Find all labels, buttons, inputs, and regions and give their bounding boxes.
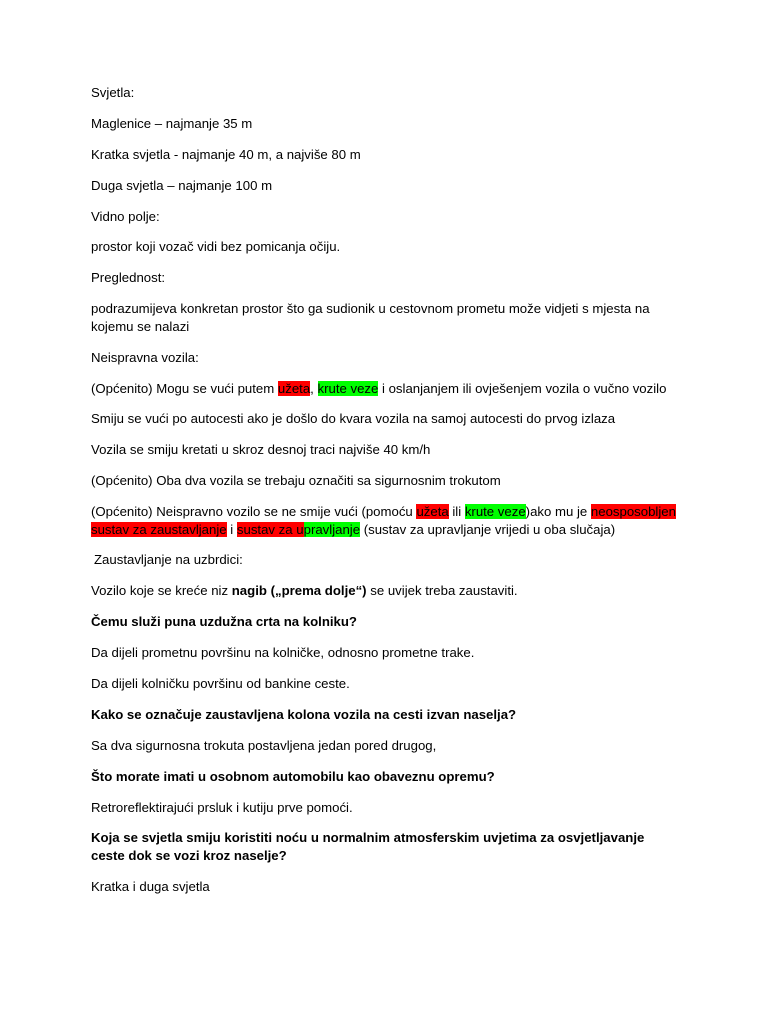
text-run: )ako mu je — [525, 504, 591, 520]
text-run: i oslanjanjem ili ovješenjem vozila o vučno vozilo — [378, 380, 667, 396]
paragraph-preglednost: podrazumijeva konkretan prostor što ga sudionik u cestovnom prometu može vidjeti s mjesta na kojemu se nalazi — [91, 301, 650, 334]
text-run: (Općenito) Neispravno vozilo se ne smije vući (pomoću — [91, 504, 417, 520]
answer-oprema: Retroreflektirajući prsluk i kutiju prve pomoći. — [91, 799, 353, 815]
answer-puna-crta-2: Da dijeli kolničku površinu od bankine ceste. — [91, 676, 350, 692]
bold-run: nagib („prema dolje“) — [231, 583, 367, 599]
heading-vidno-polje: Vidno polje: — [91, 208, 160, 224]
paragraph-brzina: Vozila se smiju kretati u skroz desnoj traci najviše 40 km/h — [91, 442, 431, 458]
answer-puna-crta-1: Da dijeli prometnu površinu na kolničke, odnosno prometne trake. — [91, 645, 475, 661]
highlight-red: neosposobljen sustav za zaustavljanje — [91, 504, 676, 537]
heading-preglednost: Preglednost: — [91, 270, 166, 286]
document-body — [91, 84, 681, 909]
text-run: ili — [448, 504, 465, 520]
paragraph-kratka-svjetla: Kratka svjetla - najmanje 40 m, a najviše 80 m — [91, 146, 361, 162]
question-puna-crta: Čemu služi puna uzdužna crta na kolniku? — [91, 614, 357, 630]
heading-zaustavljanje-uzbrdica: Zaustavljanje na uzbrdici: — [94, 552, 243, 568]
question-oprema: Što morate imati u osobnom automobilu kao obaveznu opremu? — [91, 768, 495, 784]
text-run: se uvijek treba zaustaviti. — [366, 583, 518, 599]
question-svjetla-naselje: Koja se svjetla smiju koristiti noću u normalnim atmosferskim uvjetima za osvjetljavanje ceste dok se vozi kroz naselje? — [91, 830, 645, 863]
paragraph-autocesta: Smiju se vući po autocesti ako je došlo do kvara vozila na samoj autocesti do prvog izlaza — [91, 411, 616, 427]
text-run: Vozilo koje se kreće niz — [91, 583, 232, 599]
highlight-green: krute veze — [317, 380, 379, 396]
heading-neispravna-vozila: Neispravna vozila: — [91, 349, 199, 365]
paragraph-duga-svjetla: Duga svjetla – najmanje 100 m — [91, 177, 273, 193]
text-run: (Općenito) Mogu se vući putem — [91, 380, 278, 396]
question-kolona-vozila: Kako se označuje zaustavljena kolona vozila na cesti izvan naselja? — [91, 706, 517, 722]
highlight-red: užeta — [277, 380, 311, 396]
highlight-red: sustav za u — [236, 521, 304, 537]
paragraph-nagib — [91, 582, 681, 600]
text-run: , — [310, 380, 318, 396]
answer-svjetla-naselje: Kratka i duga svjetla — [91, 878, 210, 894]
text-run: (sustav za upravljanje vrijedi u oba slučaja) — [360, 521, 616, 537]
highlight-green: krute veze — [464, 504, 526, 520]
highlight-red: užeta — [416, 504, 449, 520]
paragraph-trokut: (Općenito) Oba dva vozila se trebaju označiti sa sigurnosnim trokutom — [91, 473, 501, 489]
text-run: i — [226, 521, 237, 537]
paragraph-vucenje — [91, 380, 681, 398]
paragraph-vidno-polje: prostor koji vozač vidi bez pomicanja očiju. — [91, 239, 341, 255]
heading-svjetla: Svjetla: — [91, 85, 135, 100]
paragraph-zabrana-vucenja — [91, 503, 681, 538]
paragraph-maglenice: Maglenice – najmanje 35 m — [91, 115, 253, 131]
highlight-green: pravljanje — [303, 521, 361, 537]
answer-kolona-vozila: Sa dva sigurnosna trokuta postavljena jedan pored drugog, — [91, 737, 437, 753]
